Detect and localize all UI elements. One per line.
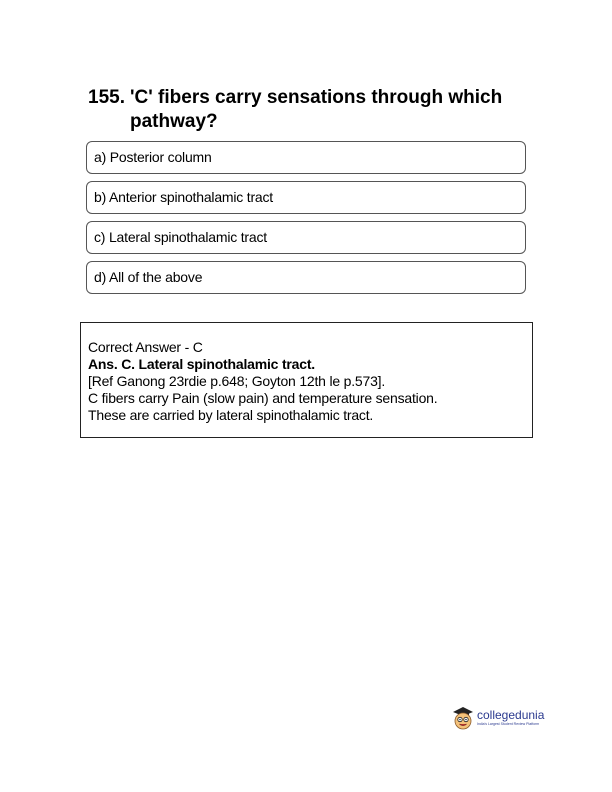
option-d[interactable]: d) All of the above xyxy=(86,261,526,294)
question xyxy=(88,86,538,134)
option-b[interactable]: b) Anterior spinothalamic tract xyxy=(86,181,526,214)
answer-box xyxy=(80,322,533,438)
logo-tagline: India's Largest Student Review Platform xyxy=(477,722,540,726)
option-c[interactable]: c) Lateral spinothalamic tract xyxy=(86,221,526,254)
answer-explanation-line1: C fibers carry Pain (slow pain) and temperature sensation. xyxy=(88,390,438,406)
question-text-line1: 'C' fibers carry sensations through which xyxy=(130,87,503,108)
answer-heading: Ans. C. Lateral spinothalamic tract. xyxy=(88,356,315,372)
answer-explanation-line2: These are carried by lateral spinothalamic tract. xyxy=(88,407,374,423)
option-a[interactable]: a) Posterior column xyxy=(86,141,526,174)
logo-name: collegedunia xyxy=(477,708,545,722)
options-list xyxy=(86,141,526,301)
answer-reference: [Ref Ganong 23rdie p.648; Goyton 12th le p.573]. xyxy=(88,373,386,389)
question-number: 155. xyxy=(88,87,125,108)
collegedunia-logo xyxy=(452,704,544,732)
correct-answer: Correct Answer - C xyxy=(88,339,203,355)
question-text-line2: pathway? xyxy=(130,111,218,132)
mascot-icon xyxy=(452,706,474,730)
